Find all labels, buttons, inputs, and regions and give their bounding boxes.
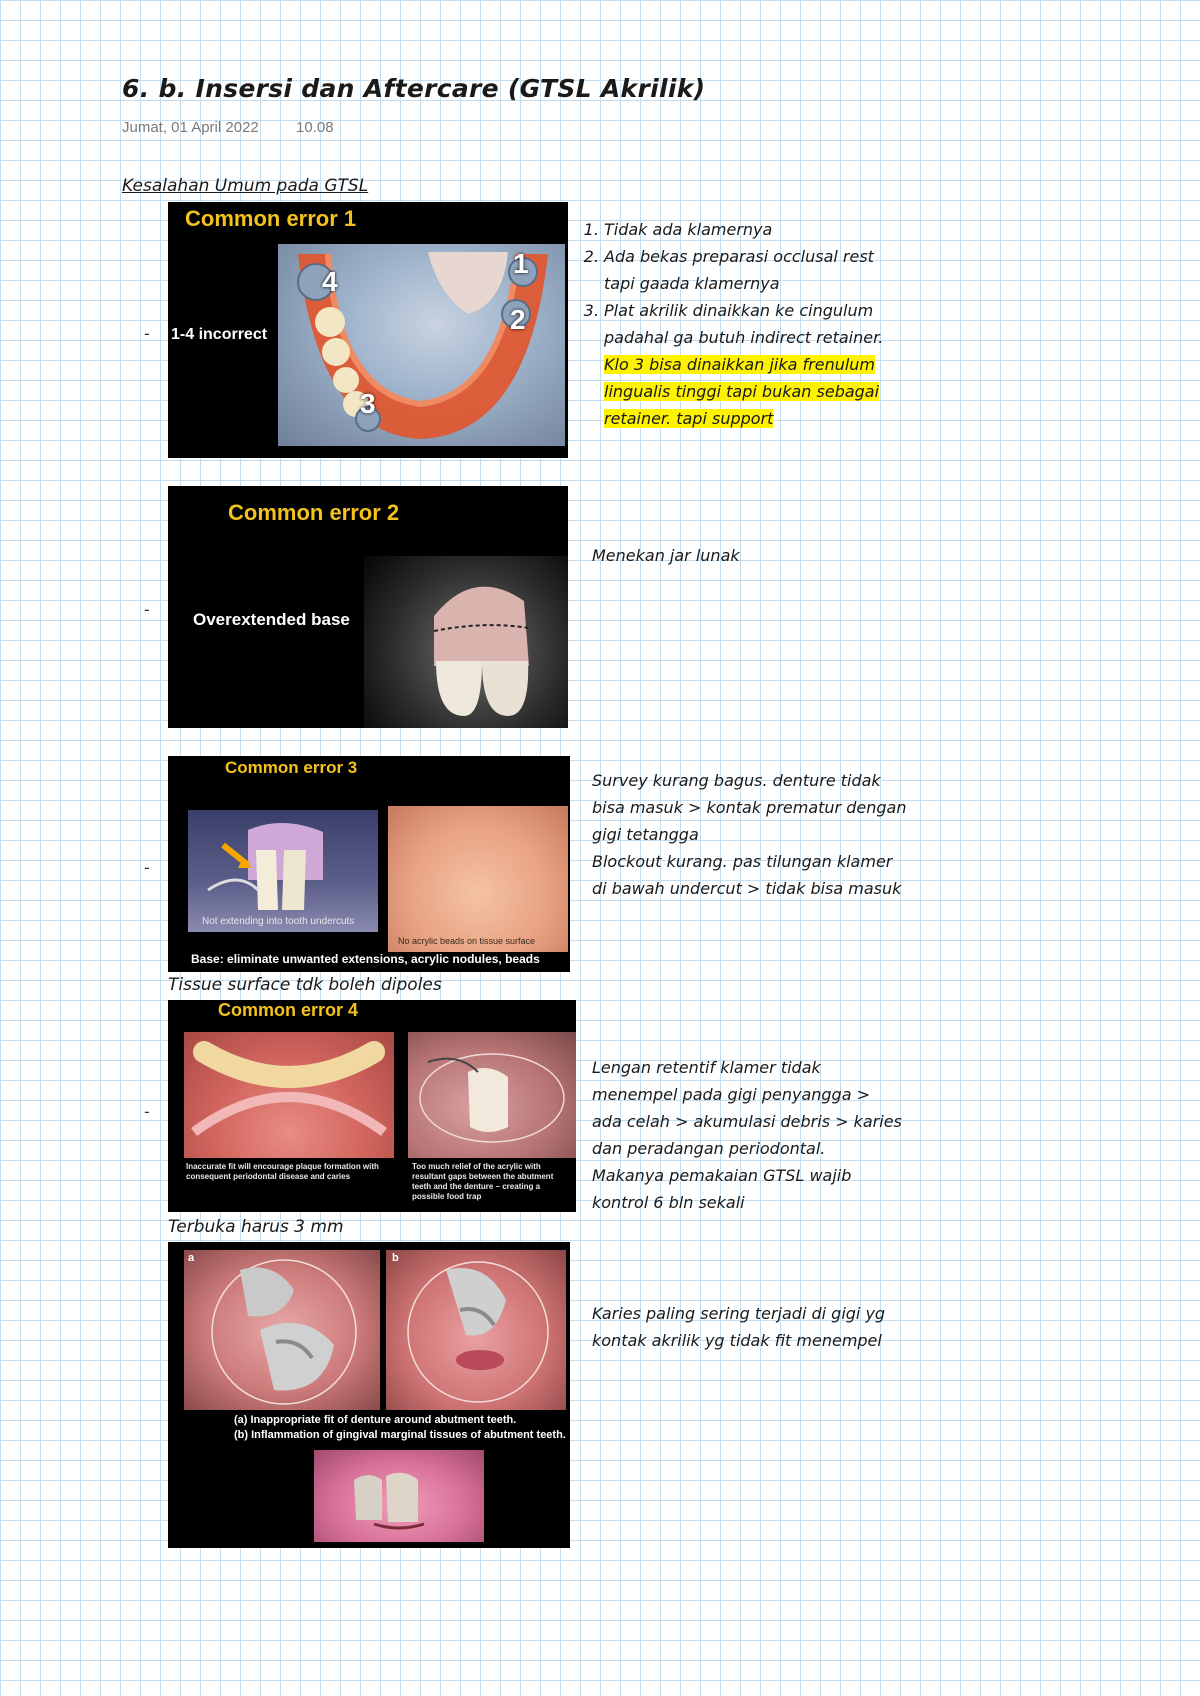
- label-tissue-surface: Tissue surface tdk boleh dipoles: [168, 975, 442, 995]
- badge-1: 1: [513, 248, 529, 279]
- slide-title: Common error 4: [218, 1000, 359, 1020]
- badge-2: 2: [510, 304, 526, 335]
- badge-4: 4: [322, 266, 338, 297]
- slide-label: 1-4 incorrect: [171, 326, 268, 343]
- page-title: 6. b. Insersi dan Aftercare (GTSL Akrilik): [122, 74, 706, 103]
- overextended-base-photo: [364, 556, 568, 728]
- slide-title: Common error 3: [225, 758, 358, 777]
- badge-3: 3: [360, 388, 376, 419]
- caption-line-1: (a) Inappropriate fit of denture around abutment teeth.: [234, 1414, 517, 1426]
- slide-title: Common error 1: [185, 206, 357, 231]
- section-heading: Kesalahan Umum pada GTSL: [122, 176, 369, 196]
- caption-right: No acrylic beads on tissue surface: [398, 936, 536, 946]
- note-item-3-text: Plat akrilik dinaikkan ke cingulum padahal ga butuh indirect retainer.: [604, 301, 884, 347]
- bullet-dash: -: [144, 324, 150, 343]
- caption-line-2: (b) Inflammation of gingival marginal tissues of abutment teeth.: [234, 1429, 566, 1441]
- slide-common-error-3: [168, 756, 570, 972]
- slide-common-error-1: [168, 202, 568, 458]
- slide-common-error-2: [168, 486, 568, 728]
- caption-right: Too much relief of the acrylic with resultant gaps between the abutment teeth and the denture – creating a possible food trap: [412, 1162, 554, 1201]
- highlighted-note: Klo 3 bisa dinaikkan jika frenulum lingualis tinggi tapi bukan sebagai retainer. tapi support: [604, 355, 880, 428]
- label-open-3mm: Terbuka harus 3 mm: [168, 1217, 344, 1237]
- slide-label: Overextended base: [193, 610, 350, 629]
- panel-b-photo: [386, 1250, 566, 1410]
- relief-gap-photo: [408, 1032, 576, 1158]
- caption-left: Not extending into tooth undercuts: [202, 916, 355, 927]
- page-time: 10.08: [296, 119, 334, 136]
- tissue-surface-photo: [388, 806, 568, 952]
- slide-caries: [168, 1242, 570, 1548]
- note-item-2: 2. Ada bekas preparasi occlusal rest tapi gaada klamernya: [604, 243, 908, 297]
- bullet-dash: -: [144, 600, 150, 619]
- page-date: Jumat, 01 April 2022: [122, 119, 259, 136]
- note-error-3: Survey kurang bagus. denture tidak bisa masuk > kontak prematur dengan gigi tetangga Blockout kurang. pas tilungan klamer di bawah undercut > tidak bisa masuk: [592, 771, 907, 898]
- denture-photo: [278, 244, 565, 446]
- caption-left: Inaccurate fit will encourage plaque formation with consequent periodontal disease and caries: [186, 1162, 379, 1181]
- undercut-photo: [188, 810, 378, 932]
- inaccurate-fit-photo: [184, 1032, 394, 1158]
- caries-closeup-photo: [314, 1450, 484, 1542]
- note-caries: Karies paling sering terjadi di gigi yg kontak akrilik yg tidak fit menempel: [592, 1304, 886, 1350]
- panel-a-label: a: [188, 1252, 195, 1264]
- slide-title: Common error 2: [228, 500, 400, 525]
- note-error-2: Menekan jar lunak: [592, 546, 740, 565]
- slide-caption-bottom: Base: eliminate unwanted extensions, acrylic nodules, beads: [191, 952, 540, 966]
- note-item-1: 1. Tidak ada klamernya: [604, 216, 908, 243]
- note-item-3: [604, 297, 908, 432]
- note-error-4: Lengan retentif klamer tidak menempel pada gigi penyangga > ada celah > akumulasi debris > karies dan peradangan periodontal. Makanya pemakaian GTSL wajib kontrol 6 bln sekali: [592, 1058, 902, 1212]
- slide-common-error-4: [168, 1000, 576, 1212]
- note-error-1: [578, 216, 908, 432]
- panel-a-photo: [184, 1250, 380, 1410]
- bullet-dash: -: [144, 1102, 150, 1121]
- panel-b-label: b: [392, 1252, 399, 1264]
- bullet-dash: -: [144, 858, 150, 877]
